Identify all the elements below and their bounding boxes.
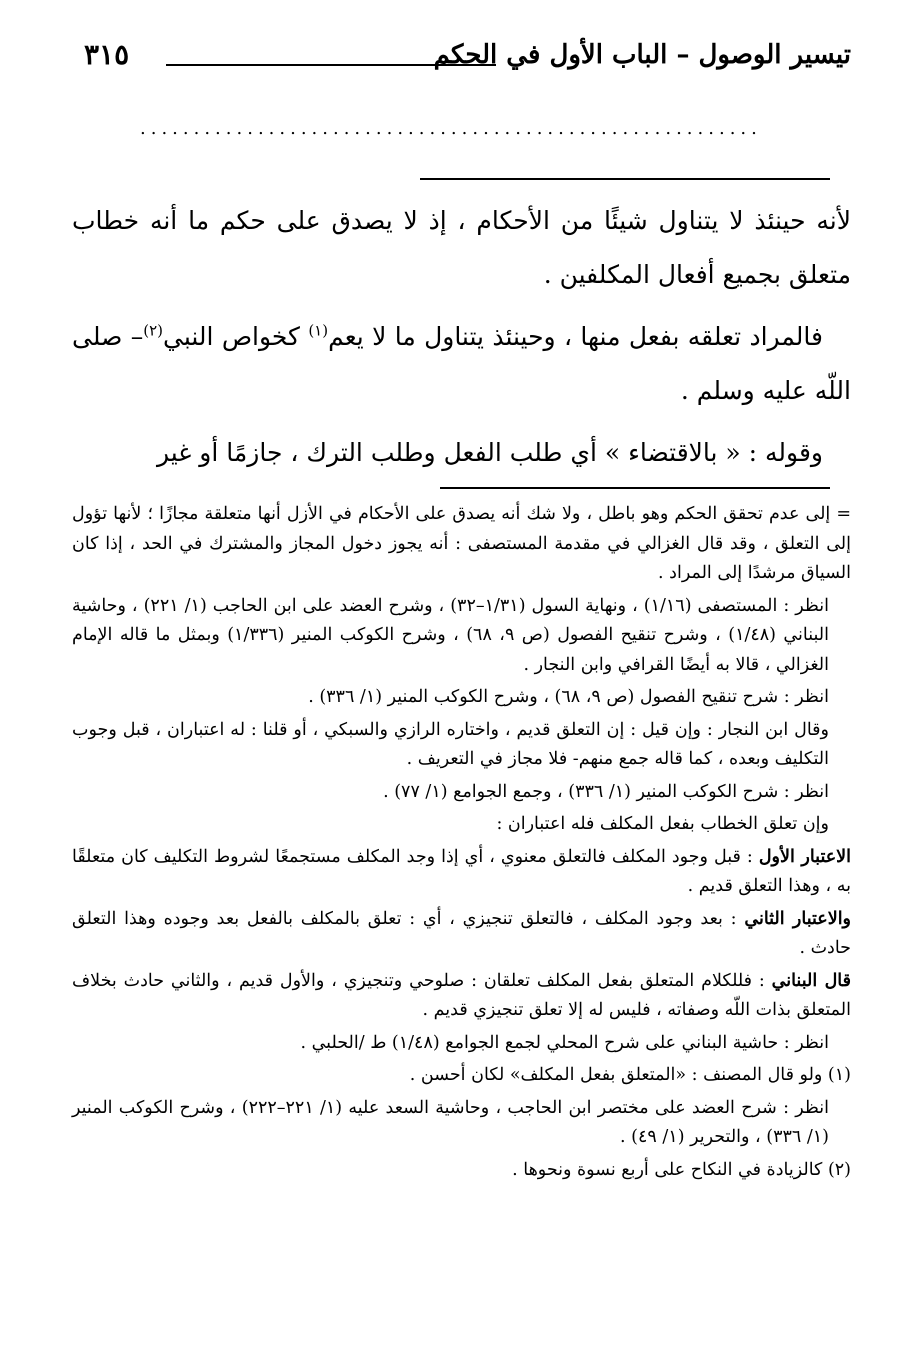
footnote-reference: انظر : شرح الكوكب المنير (١/ ٣٣٦) ، وجمع الجوامع (١/ ٧٧) . [383, 781, 829, 802]
main-paragraph-2-part-a: فالمراد تعلقه بفعل منها ، وحينئذ يتناول ما لا يعم [328, 322, 823, 351]
footnote-continuation: = إلى عدم تحقق الحكم وهو باطل ، ولا شك أنه يصدق على الأحكام في الأزل أنها متعلقة مجازًا ؛ لأنها تؤول إلى التعلق ، وقد قال الغزالي في مقدمة المستصفى : أنه يجوز دخول المجاز والمشترك في الحد ، إذا كان السياق مرشدًا إلى المراد . [72, 504, 851, 583]
footnotes [72, 500, 851, 1188]
main-paragraph-3: وقوله : « بالاقتضاء » أي طلب الفعل وطلب الترك ، جازمًا أو غير [156, 438, 823, 467]
footnote-item [72, 905, 851, 964]
footnote-item-label: الاعتبار الأول [758, 846, 852, 867]
footnote-2: (٢) كالزيادة في النكاح على أربع نسوة ونحوها . [512, 1159, 851, 1180]
main-paragraph-1: لأنه حينئذ لا يتناول شيئًا من الأحكام ، إذ لا يصدق على حكم ما أنه خطاب متعلق بجميع أفعال المكلفين . [72, 206, 851, 289]
main-paragraph-2-part-b: كخواص النبي [162, 322, 309, 351]
footnote-quote: وقال ابن النجار : وإن قيل : إن التعلق قديم ، واختاره الرازي والسبكي ، أو قلنا : له اعتباران ، قبل وجوب التكليف وبعده ، كما قاله جمع منهم- فلا مجاز في التعريف . [72, 719, 829, 769]
footnote-reference: انظر : حاشية البناني على شرح المحلي لجمع الجوامع (١/٤٨) ط /الحلبي . [300, 1032, 829, 1053]
footnote-text: وإن تعلق الخطاب بفعل المكلف فله اعتباران : [496, 814, 829, 834]
footnote-item-text: : قبل وجود المكلف فالتعلق معنوي ، أي إذا وجد المكلف مستجمعًا لشروط التكليف كان متعلقًا به ، وهذا التعلق قديم . [72, 846, 851, 896]
page-number: ٣١٥ [84, 38, 130, 71]
footnote-item-label: قال البناني [771, 970, 851, 991]
main-paragraph-2-part-c: – صلى اللّه عليه وسلم . [72, 322, 851, 405]
text-start-rule [420, 178, 830, 180]
main-paragraph-2 [72, 310, 851, 418]
footnote-item-text: : فللكلام المتعلق بفعل المكلف تعلقان : صلوحي وتنجيزي ، والأول قديم ، والثاني حادث بخلاف المتعلق بذات اللّه وصفاته ، فليس له إلا تعلق تنجيزي قديم . [72, 970, 851, 1020]
footnote-reference: انظر : المستصفى (١/١٦) ، ونهاية السول (١/٣١–٣٢) ، وشرح العضد على ابن الحاجب (١/ ٢٢١) ، وحاشية البناني (١/٤٨) ، وشرح تنقيح الفصول (ص ٩، ٦٨) ، وشرح الكوكب المنير (١/٣٣٦) وبمثل ما قاله الإمام الغزالي ، قالا به أيضًا القرافي وابن النجار . [72, 595, 829, 675]
header-rule [166, 64, 496, 66]
separator-dots: .......................................................... [140, 118, 762, 139]
running-title: تيسير الوصول – الباب الأول في الحكم [433, 40, 851, 70]
footnote-item [72, 967, 851, 1026]
footnote-1: (١) ولو قال المصنف : «المتعلق بفعل المكلف» لكان أحسن . [409, 1065, 851, 1085]
footnote-reference: انظر : شرح تنقيح الفصول (ص ٩، ٦٨) ، وشرح الكوكب المنير (١/ ٣٣٦) . [308, 687, 829, 707]
footnote-ref-2: (٢) [143, 321, 163, 340]
footnote-item [72, 843, 851, 902]
main-text [72, 194, 851, 488]
footnote-item-label: والاعتبار الثاني [744, 908, 852, 929]
footnote-reference: انظر : شرح العضد على مختصر ابن الحاجب ، وحاشية السعد عليه (١/ ٢٢١–٢٢٢) ، وشرح الكوكب المنير (١/ ٣٣٦) ، والتحرير (١/ ٤٩) . [72, 1097, 829, 1147]
footnote-ref-1: (١) [308, 321, 329, 340]
footnote-rule [440, 487, 830, 489]
footnote-item-text: : بعد وجود المكلف ، فالتعلق تنجيزي ، أي : تعلق بالمكلف بالفعل بعد وجوده وهذا التعلق حادث . [72, 908, 851, 958]
